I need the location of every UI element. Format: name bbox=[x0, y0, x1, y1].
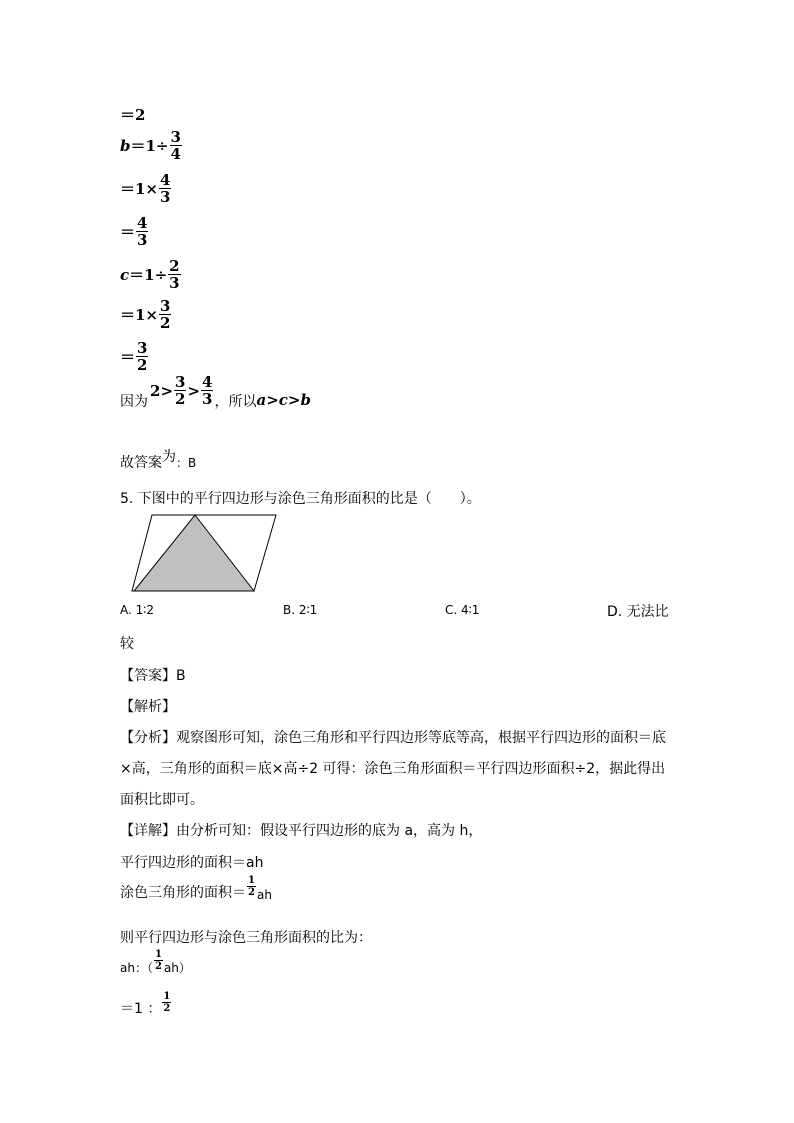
comparison-line bbox=[120, 373, 311, 410]
denominator: 2 bbox=[154, 961, 162, 972]
final-ratio-line bbox=[120, 990, 172, 1017]
option-c[interactable]: C. 4∶1 bbox=[445, 603, 480, 617]
numerator: 4 bbox=[160, 171, 171, 189]
answer-text-raised: 为 bbox=[162, 449, 176, 465]
fraction-half bbox=[247, 875, 256, 898]
detail-line-4: 则平行四边形与涂色三角形面积的比为： bbox=[120, 930, 372, 946]
fraction bbox=[170, 129, 182, 162]
analysis-label: 【解析】 bbox=[120, 699, 176, 715]
numerator: 2 bbox=[169, 257, 180, 275]
detail-text: ah bbox=[256, 888, 272, 902]
eq-text: ＝1× bbox=[120, 306, 159, 324]
option-d-wrap: 较 bbox=[120, 636, 134, 652]
number-2: 2 bbox=[150, 381, 161, 400]
option-d[interactable]: D. 无法比 bbox=[607, 604, 669, 620]
fraction bbox=[168, 258, 180, 291]
numerator: 1 bbox=[248, 874, 255, 886]
denominator: 4 bbox=[170, 145, 181, 163]
ratio-line bbox=[120, 949, 191, 975]
fraction-half bbox=[154, 949, 163, 972]
ratio-text: ah） bbox=[163, 961, 191, 975]
ratio-text: ＝1 ： bbox=[120, 1001, 162, 1017]
numerator: 1 bbox=[163, 990, 171, 1002]
numerator: 3 bbox=[175, 373, 186, 391]
eq-line-a-result bbox=[120, 104, 145, 125]
comparison-math bbox=[150, 374, 214, 407]
numerator: 3 bbox=[137, 339, 148, 357]
detail-text: 涂色三角形的面积＝ bbox=[120, 885, 246, 901]
denominator: 3 bbox=[137, 231, 148, 249]
fraction bbox=[136, 215, 148, 248]
greater-than: > bbox=[266, 391, 279, 409]
fraction bbox=[159, 298, 171, 331]
eq-text: ＝ bbox=[120, 223, 136, 241]
previous-answer bbox=[120, 449, 197, 472]
denominator: 2 bbox=[163, 1002, 171, 1014]
option-b[interactable]: B. 2∶1 bbox=[283, 603, 318, 617]
eq-text: ＝1÷ bbox=[130, 137, 169, 155]
greater-than: > bbox=[187, 381, 201, 400]
denominator: 2 bbox=[137, 356, 148, 374]
var-c: c bbox=[120, 265, 130, 284]
analysis-line-3: 面积比即可。 bbox=[120, 792, 204, 808]
eq-line-b bbox=[120, 129, 183, 162]
denominator: 2 bbox=[248, 886, 255, 898]
option-a[interactable]: A. 1∶2 bbox=[120, 603, 155, 617]
answer-value: ：B bbox=[176, 456, 197, 470]
shaded-triangle bbox=[134, 515, 254, 591]
conclusion-math bbox=[256, 391, 311, 409]
denominator: 2 bbox=[160, 314, 171, 332]
answer-text: 故答案 bbox=[120, 455, 162, 471]
fraction bbox=[201, 374, 213, 407]
eq-text: ＝1× bbox=[120, 180, 159, 198]
var-b: b bbox=[300, 391, 311, 409]
numerator: 3 bbox=[160, 297, 171, 315]
numerator: 4 bbox=[202, 373, 213, 391]
detail-line-1: 【详解】由分析可知：假设平行四边形的底为 a，高为 h， bbox=[120, 823, 483, 839]
greater-than: > bbox=[287, 391, 301, 409]
ratio-text: ah：（ bbox=[120, 961, 153, 975]
so-label: ，所以 bbox=[214, 394, 257, 410]
eq-text: ＝2 bbox=[120, 106, 146, 124]
eq-text: ＝ bbox=[120, 348, 136, 366]
denominator: 3 bbox=[169, 274, 180, 292]
eq-line-c bbox=[120, 258, 182, 291]
fraction bbox=[159, 172, 171, 205]
because-label: 因为 bbox=[120, 394, 148, 410]
parallelogram-figure bbox=[130, 512, 280, 594]
numerator: 4 bbox=[137, 214, 148, 232]
eq-line-c-step1 bbox=[120, 298, 172, 331]
answer-label: 【答案】B bbox=[120, 668, 186, 684]
analysis-line-1: 【分析】观察图形可知，涂色三角形和平行四边形等底等高，根据平行四边形的面积＝底 bbox=[120, 730, 666, 746]
var-b: b bbox=[120, 136, 131, 155]
eq-line-b-step1 bbox=[120, 172, 172, 205]
fraction bbox=[136, 340, 148, 373]
detail-line-3 bbox=[120, 874, 272, 902]
numerator: 1 bbox=[154, 949, 162, 960]
analysis-line-2: ×高，三角形的面积＝底×高÷2 可得：涂色三角形面积＝平行四边形面积÷2，据此得出 bbox=[120, 761, 666, 777]
denominator: 3 bbox=[160, 188, 171, 206]
question-5-text: 5. 下图中的平行四边形与涂色三角形面积的比是（ ）。 bbox=[120, 491, 481, 507]
fraction bbox=[174, 374, 186, 407]
eq-line-b-result bbox=[120, 215, 149, 248]
greater-than: > bbox=[160, 381, 174, 400]
denominator: 3 bbox=[202, 390, 213, 408]
detail-line-2: 平行四边形的面积＝ah bbox=[120, 855, 264, 871]
var-c: c bbox=[278, 391, 288, 409]
denominator: 2 bbox=[175, 390, 186, 408]
eq-line-c-result bbox=[120, 340, 149, 373]
var-a: a bbox=[256, 391, 267, 409]
numerator: 3 bbox=[170, 128, 181, 146]
fraction-half bbox=[162, 991, 171, 1014]
eq-text: ＝1÷ bbox=[129, 266, 168, 284]
